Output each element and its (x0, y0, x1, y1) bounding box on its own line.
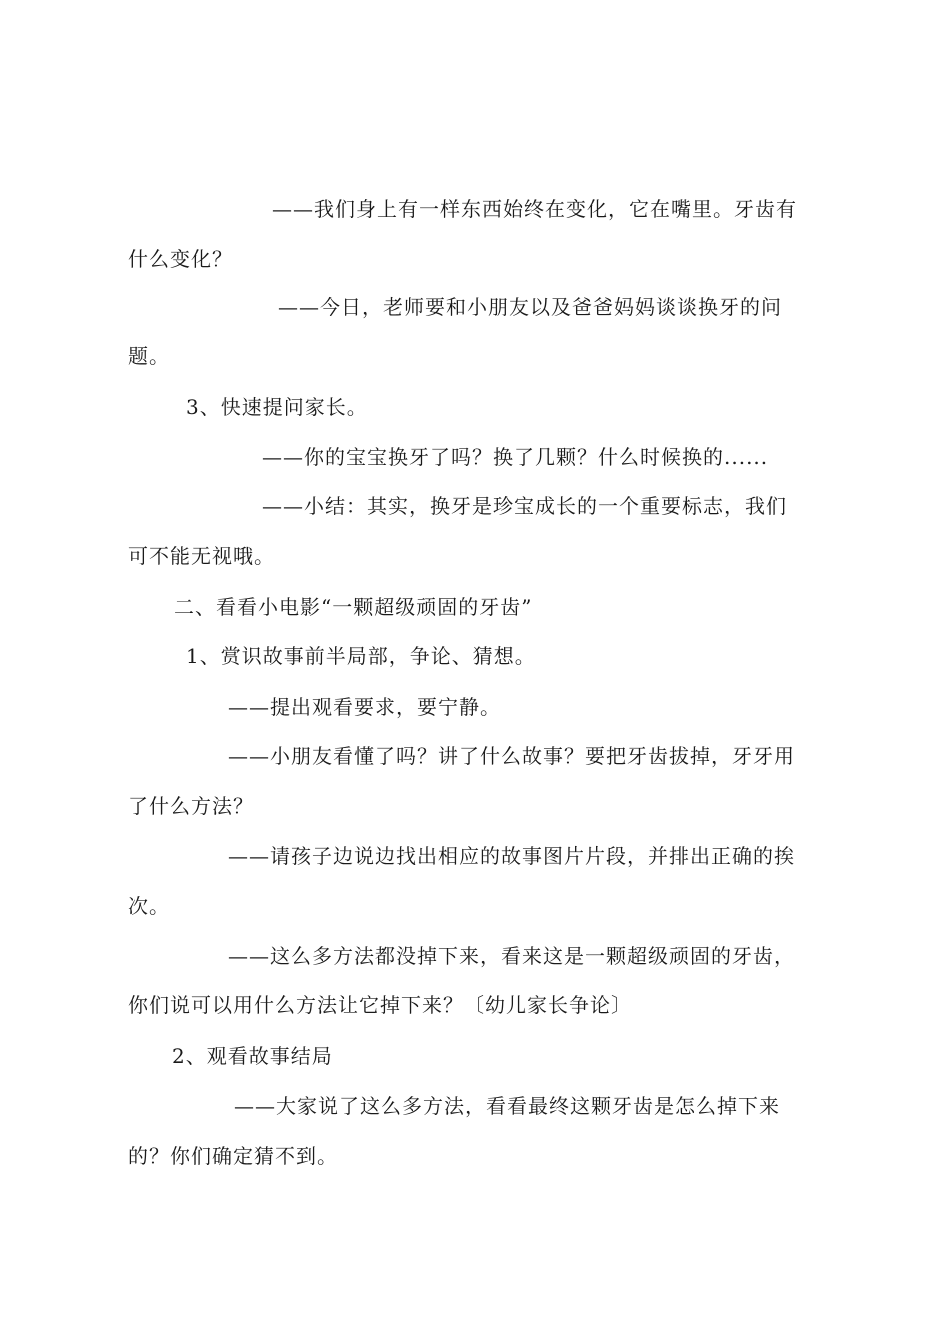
text-line: 的？你们确定猜不到。 (128, 1144, 338, 1168)
text-line: ——你的宝宝换牙了吗？换了几颗？什么时候换的...... (262, 445, 769, 469)
text-line: 题。 (128, 344, 170, 368)
text-line: ——大家说了这么多方法，看看最终这颗牙齿是怎么掉下来 (234, 1094, 780, 1118)
text-line: 次。 (128, 894, 170, 918)
section-heading: 二、看看小电影“一颗超级顽固的牙齿” (174, 595, 533, 619)
text-line: 3、快速提问家长。 (186, 395, 368, 419)
text-line: 1、赏识故事前半局部，争论、猜想。 (186, 644, 536, 668)
text-line: 可不能无视哦。 (128, 544, 275, 568)
text-line: ——请孩子边说边找出相应的故事图片片段，并排出正确的挨 (228, 844, 795, 868)
text-line: 了什么方法？ (128, 794, 254, 818)
text-line: ——我们身上有一样东西始终在变化，它在嘴里。牙齿有 (272, 197, 797, 221)
text-line: ——提出观看要求，要宁静。 (228, 695, 501, 719)
text-line: ——这么多方法都没掉下来，看来这是一颗超级顽固的牙齿， (228, 944, 795, 968)
text-line: ——小结：其实，换牙是珍宝成长的一个重要标志，我们 (262, 494, 787, 518)
text-line: ——小朋友看懂了吗？讲了什么故事？要把牙齿拔掉，牙牙用 (228, 744, 795, 768)
text-line: ——今日，老师要和小朋友以及爸爸妈妈谈谈换牙的问 (278, 295, 782, 319)
text-line: 2、观看故事结局 (172, 1044, 333, 1068)
text-line: 你们说可以用什么方法让它掉下来？〔幼儿家长争论〕 (128, 993, 632, 1017)
text-line: 什么变化？ (128, 247, 233, 271)
